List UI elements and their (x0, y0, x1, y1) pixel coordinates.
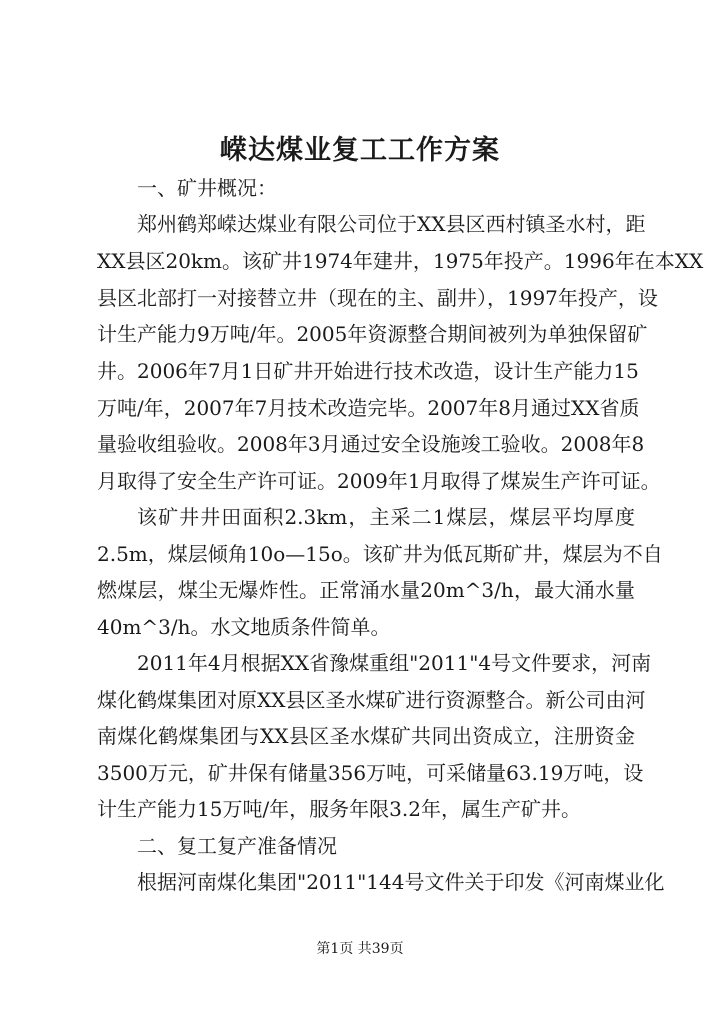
paragraph-line: 2.5m，煤层倾角10o—15o。该矿井为低瓦斯矿井，煤层为不自 (97, 542, 663, 566)
paragraph-line: 量验收组验收。2008年3月通过安全设施竣工验收。2008年8 (97, 432, 645, 456)
paragraph-line: 万吨/年，2007年7月技术改造完毕。2007年8月通过XX省质 (97, 396, 640, 420)
paragraph-line: 计生产能力15万吨/年，服务年限3.2年，属生产矿井。 (97, 797, 581, 821)
paragraph-line: 2011年4月根据XX省豫煤重组"2011"4号文件要求，河南 (137, 651, 652, 675)
paragraph-line: 40m^3/h。水文地质条件简单。 (97, 615, 391, 639)
paragraph-line: 根据河南煤化集团"2011"144号文件关于印发《河南煤业化 (137, 870, 665, 894)
paragraph-line: 南煤化鹤煤集团与XX县区圣水煤矿共同出资成立，注册资金 (97, 724, 635, 748)
paragraph-line: 该矿井井田面积2.3km，主采二1煤层，煤层平均厚度 (137, 505, 635, 529)
paragraph-line: XX县区20km。该矿井1974年建井，1975年投产。1996年在本XX (97, 249, 704, 273)
paragraph-line: 3500万元，矿井保有储量356万吨，可采储量63.19万吨，设 (97, 761, 644, 785)
document-title: 嵘达煤业复工工作方案 (220, 135, 500, 166)
paragraph-line: 计生产能力9万吨/年。2005年资源整合期间被列为单独保留矿 (97, 322, 648, 346)
paragraph-line: 井。2006年7月1日矿井开始进行技术改造，设计生产能力15 (97, 359, 639, 383)
paragraph-line: 燃煤层，煤尘无爆炸性。正常涌水量20m^3/h，最大涌水量 (97, 578, 635, 602)
paragraph-line: 月取得了安全生产许可证。2009年1月取得了煤炭生产许可证。 (97, 469, 661, 493)
section-heading-1: 一、矿井概况： (137, 176, 277, 200)
page-number-footer: 第1页 共39页 (316, 941, 404, 957)
section-heading-2: 二、复工复产准备情况 (137, 834, 337, 858)
paragraph-line: 县区北部打一对接替立井（现在的主、副井），1997年投产，设 (97, 286, 658, 310)
paragraph-line: 郑州鹤郑嵘达煤业有限公司位于XX县区西村镇圣水村，距 (137, 212, 646, 236)
paragraph-line: 煤化鹤煤集团对原XX县区圣水煤矿进行资源整合。新公司由河 (97, 688, 646, 712)
